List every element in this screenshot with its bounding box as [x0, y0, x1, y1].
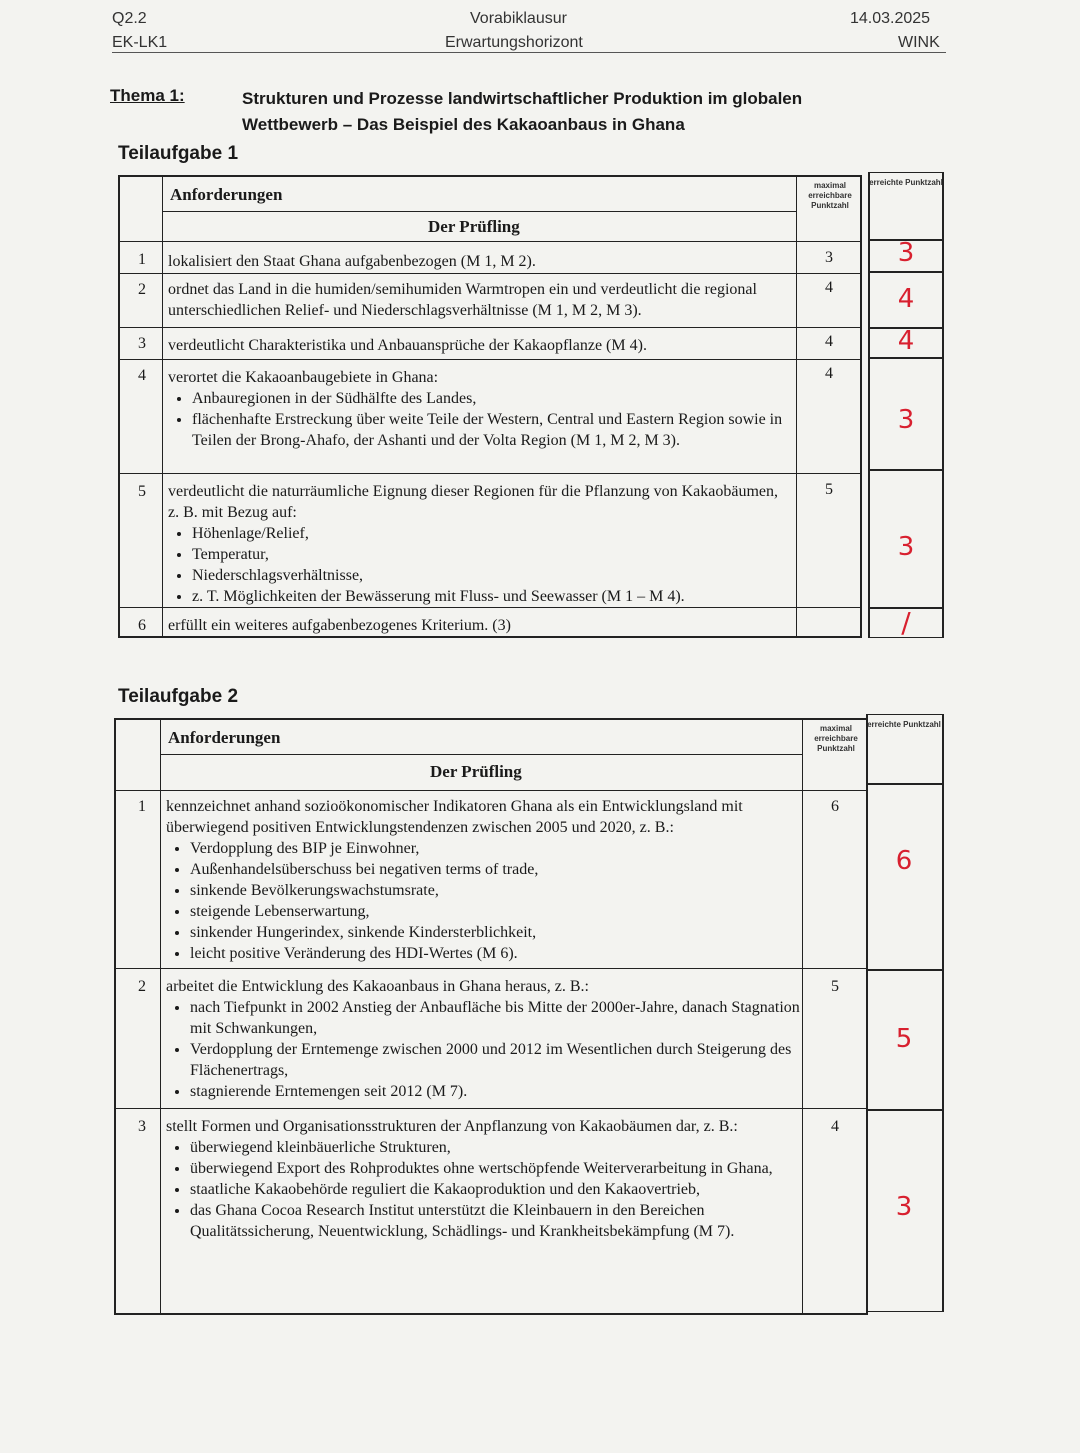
- max-points-header: maximal erreichbare Punktzahl: [814, 724, 858, 753]
- max-points: 5: [825, 481, 833, 498]
- row-number: 6: [138, 617, 146, 634]
- achieved-score: 4: [897, 284, 915, 314]
- achieved-score: 3: [897, 405, 915, 435]
- bullet-item: • leicht positive Veränderung des HDI-Wertes (M 6).: [190, 943, 800, 964]
- bullet-list: [166, 997, 800, 1102]
- task1-title: Teilaufgabe 1: [118, 143, 239, 164]
- achieved-score: 3: [895, 1192, 913, 1222]
- bullet-item: • Niederschlagsverhältnisse,: [192, 565, 788, 586]
- row-number: 1: [138, 251, 146, 268]
- requirement-text: [166, 1116, 800, 1242]
- requirement-intro: stellt Formen und Organisationsstrukturen der Anpflanzung von Kakaobäumen dar, z. B.:: [166, 1118, 738, 1135]
- requirement-intro: verdeutlicht die naturräumliche Eignung dieser Regionen für die Pflanzung von Kakaobäumen, z. B. mit Bezug auf:: [168, 483, 779, 521]
- task1-table: [118, 175, 862, 638]
- bullet-item: • Anbauregionen in der Südhälfte des Landes,: [192, 388, 788, 409]
- requirement-text: [168, 481, 788, 607]
- achieved-score: /: [901, 606, 911, 639]
- max-points: 5: [831, 978, 839, 995]
- requirement-text: ordnet das Land in die humiden/semihumiden Warmtropen ein und verdeutlicht die regional unterschiedlichen Relief- und Niederschlagsverhältnisse (M 1, M 2, M 3).: [168, 281, 757, 319]
- achieved-score: 6: [895, 846, 913, 876]
- row-number: 2: [138, 978, 146, 995]
- achieved-score: 3: [897, 532, 915, 562]
- max-points: 4: [825, 279, 833, 296]
- max-points: 4: [825, 365, 833, 382]
- candidate-header: Der Prüfling: [430, 762, 522, 781]
- requirement-text: lokalisiert den Staat Ghana aufgabenbezogen (M 1, M 2).: [168, 253, 536, 270]
- requirement-text: verdeutlicht Charakteristika und Anbauansprüche der Kakaopflanze (M 4).: [168, 337, 647, 354]
- row-number: 1: [138, 798, 146, 815]
- topic-label: Thema 1:: [110, 86, 185, 105]
- requirement-intro: arbeitet die Entwicklung des Kakaoanbaus in Ghana heraus, z. B.:: [166, 978, 589, 995]
- task2-title: Teilaufgabe 2: [118, 686, 239, 707]
- requirement-text: [168, 367, 788, 451]
- task2-table: [114, 718, 868, 1315]
- requirement-text: erfüllt ein weiteres aufgabenbezogenes Kriterium. (3): [168, 617, 511, 634]
- bullet-item: • Verdopplung der Erntemenge zwischen 2000 und 2012 im Wesentlichen durch Steigerung des Flächenertrags,: [190, 1039, 800, 1081]
- bullet-item: • sinkender Hungerindex, sinkende Kindersterblichkeit,: [190, 922, 800, 943]
- bullet-item: • überwiegend kleinbäuerliche Strukturen,: [190, 1137, 800, 1158]
- bullet-list: [166, 1137, 800, 1242]
- bullet-item: • Höhenlage/Relief,: [192, 523, 788, 544]
- row-number: 3: [138, 335, 146, 352]
- course-code: Q2.2: [112, 10, 147, 27]
- max-points-header: maximal erreichbare Punktzahl: [808, 181, 852, 210]
- achieved-score: 5: [895, 1024, 913, 1054]
- bullet-item: • Temperatur,: [192, 544, 788, 565]
- bullet-list: [168, 388, 788, 451]
- requirement-intro: verortet die Kakaoanbaugebiete in Ghana:: [168, 369, 439, 386]
- achieved-points-header: erreichte Punktzahl: [867, 720, 941, 729]
- requirement-intro: kennzeichnet anhand sozioökonomischer Indikatoren Ghana als ein Entwicklungsland mit überwiegend positiven Entwicklungstendenzen zwischen 2005 und 2020, z. B.:: [166, 798, 743, 836]
- bullet-item: • Außenhandelsüberschuss bei negativen terms of trade,: [190, 859, 800, 880]
- row-number: 5: [138, 483, 146, 500]
- requirement-text: [166, 796, 800, 964]
- teacher-code: WINK: [898, 34, 940, 51]
- bullet-item: • Verdopplung des BIP je Einwohner,: [190, 838, 800, 859]
- max-points: 6: [831, 798, 839, 815]
- bullet-list: [168, 523, 788, 607]
- requirement-text: [166, 976, 800, 1102]
- bullet-item: • stagnierende Erntemengen seit 2012 (M 7).: [190, 1081, 800, 1102]
- row-number: 2: [138, 281, 146, 298]
- bullet-item: • sinkende Bevölkerungswachstumsrate,: [190, 880, 800, 901]
- achieved-score: 3: [897, 238, 915, 268]
- task2-score-column: [866, 714, 944, 1312]
- topic-title: Strukturen und Prozesse landwirtschaftlicher Produktion im globalen Wettbewerb – Das Beispiel des Kakaoanbaus in Ghana: [242, 89, 803, 134]
- bullet-item: • flächenhafte Erstreckung über weite Teile der Western, Central und Eastern Region sowie in Teilen der Brong-Ahafo, der Ashanti und der Volta Region (M 1, M 2, M 3).: [192, 409, 788, 451]
- exam-date: 14.03.2025: [850, 10, 931, 27]
- bullet-item: • z. T. Möglichkeiten der Bewässerung mit Fluss- und Seewasser (M 1 – M 4).: [192, 586, 788, 607]
- achieved-points-header: erreichte Punktzahl: [869, 178, 943, 187]
- bullet-item: • das Ghana Cocoa Research Institut unterstützt die Kleinbauern in den Bereichen Qualitätssicherung, Neuentwicklung, Schädlings- und Krankheitsbekämpfung (M 7).: [190, 1200, 800, 1242]
- exam-type: Vorabiklausur: [470, 10, 567, 27]
- row-number: 4: [138, 367, 146, 384]
- max-points: 3: [825, 249, 833, 266]
- bullet-list: [166, 838, 800, 964]
- doc-type: Erwartungshorizont: [445, 34, 583, 51]
- bullet-item: • nach Tiefpunkt in 2002 Anstieg der Anbaufläche bis Mitte der 2000er-Jahre, danach Stagnation mit Schwankungen,: [190, 997, 800, 1039]
- max-points: 4: [825, 333, 833, 350]
- row-number: 3: [138, 1118, 146, 1135]
- requirements-header: Anforderungen: [168, 728, 281, 747]
- bullet-item: • steigende Lebenserwartung,: [190, 901, 800, 922]
- max-points: 4: [831, 1118, 839, 1135]
- candidate-header: Der Prüfling: [428, 217, 520, 236]
- course-name: EK-LK1: [112, 34, 168, 51]
- requirements-header: Anforderungen: [170, 185, 283, 204]
- header-divider: [112, 52, 946, 53]
- bullet-item: • überwiegend Export des Rohproduktes ohne wertschöpfende Weiterverarbeitung in Ghana,: [190, 1158, 800, 1179]
- achieved-score: 4: [897, 326, 915, 356]
- bullet-item: • staatliche Kakaobehörde reguliert die Kakaoproduktion und den Kakaovertrieb,: [190, 1179, 800, 1200]
